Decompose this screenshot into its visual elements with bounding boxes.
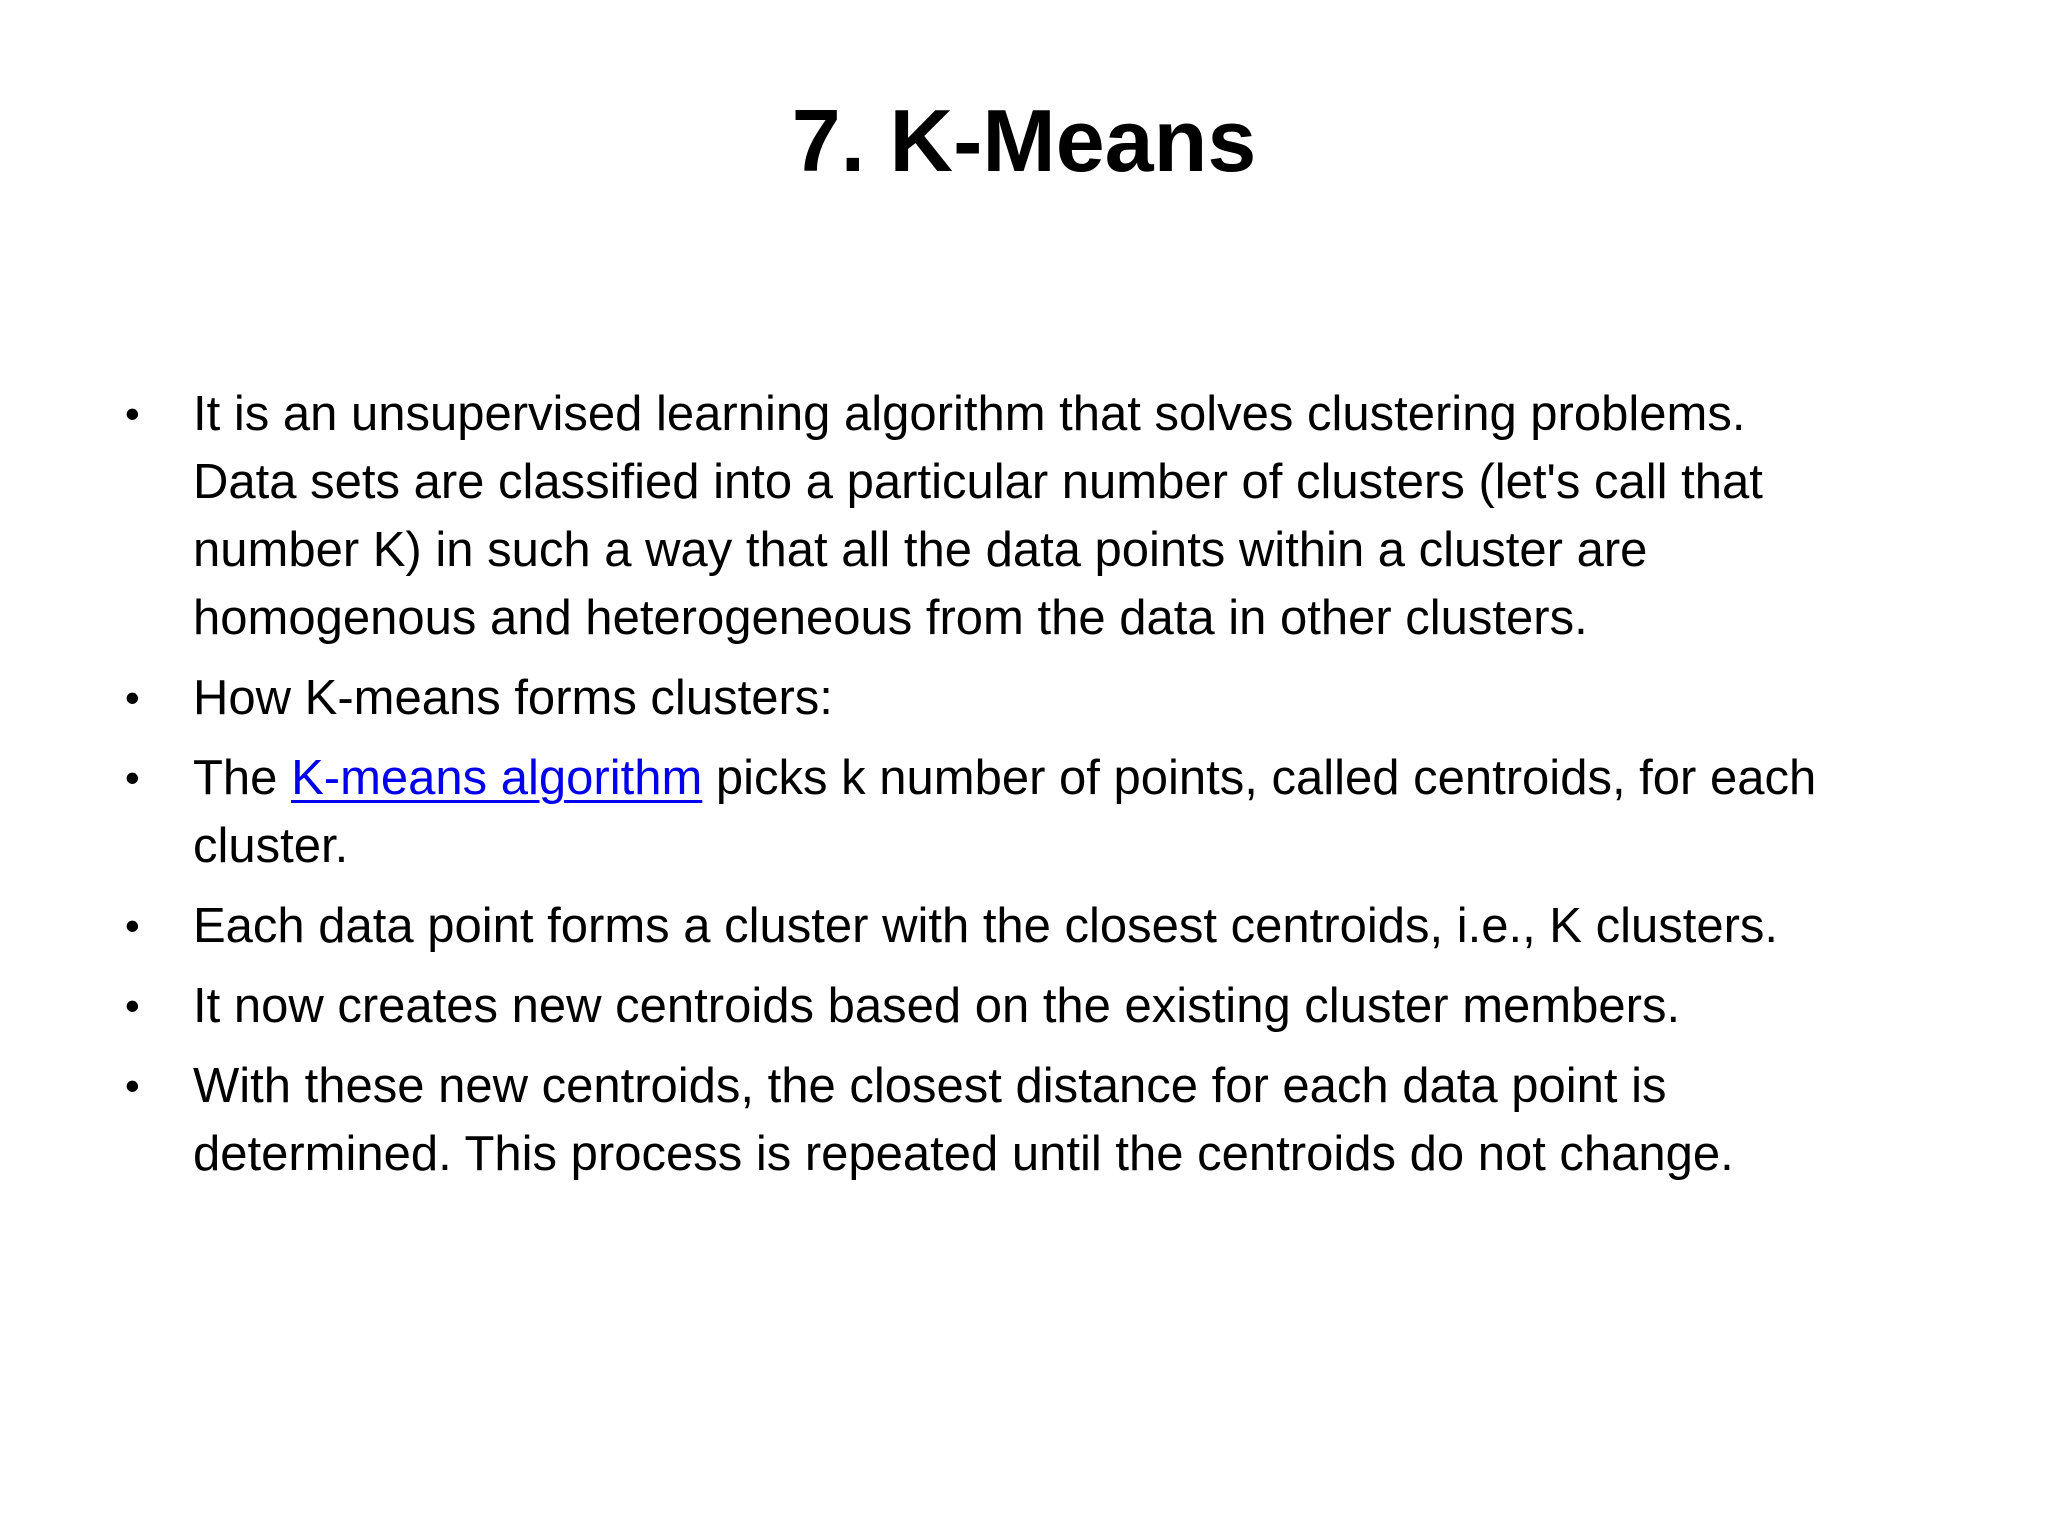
bullet-list <box>120 380 1950 1200</box>
bullet-item <box>120 380 1950 652</box>
bullet-text-line: How K-means forms clusters: <box>193 671 833 725</box>
bullet-text-prefix: The <box>193 751 292 805</box>
bullet-text-line: With these new centroids, the closest distance for each data point is <box>193 1059 1667 1113</box>
slide-title: 7. K-Means <box>791 91 1257 190</box>
bullet-item <box>120 664 1950 732</box>
bullet-dot-icon: • <box>125 1062 140 1109</box>
bullet-text-line: cluster. <box>193 819 349 873</box>
bullet-item <box>120 1052 1950 1188</box>
bullet-text-line: It is an unsupervised learning algorithm that solves clustering problems. <box>193 387 1746 441</box>
bullet-item <box>120 744 1950 880</box>
bullet-text-line: It now creates new centroids based on the existing cluster members. <box>193 979 1681 1033</box>
bullet-text-suffix: picks k number of points, called centroids, for each <box>702 751 1817 805</box>
bullet-text-line: number K) in such a way that all the data points within a cluster are <box>193 523 1648 577</box>
bullet-dot-icon: • <box>125 902 140 949</box>
k-means-algorithm-link[interactable]: K-means algorithm <box>291 751 703 805</box>
bullet-item <box>120 972 1950 1040</box>
bullet-dot-icon: • <box>125 982 140 1029</box>
bullet-dot-icon: • <box>125 390 140 437</box>
bullet-text-line: Data sets are classified into a particular number of clusters (let's call that <box>193 455 1763 509</box>
bullet-dot-icon: • <box>125 674 140 721</box>
bullet-text-line: Each data point forms a cluster with the closest centroids, i.e., K clusters. <box>193 899 1779 953</box>
bullet-dot-icon: • <box>125 754 140 801</box>
bullet-text-line: determined. This process is repeated until the centroids do not change. <box>193 1127 1734 1181</box>
bullet-text-line <box>193 744 1950 812</box>
bullet-item <box>120 892 1950 960</box>
bullet-text-line: homogenous and heterogeneous from the data in other clusters. <box>193 591 1588 645</box>
